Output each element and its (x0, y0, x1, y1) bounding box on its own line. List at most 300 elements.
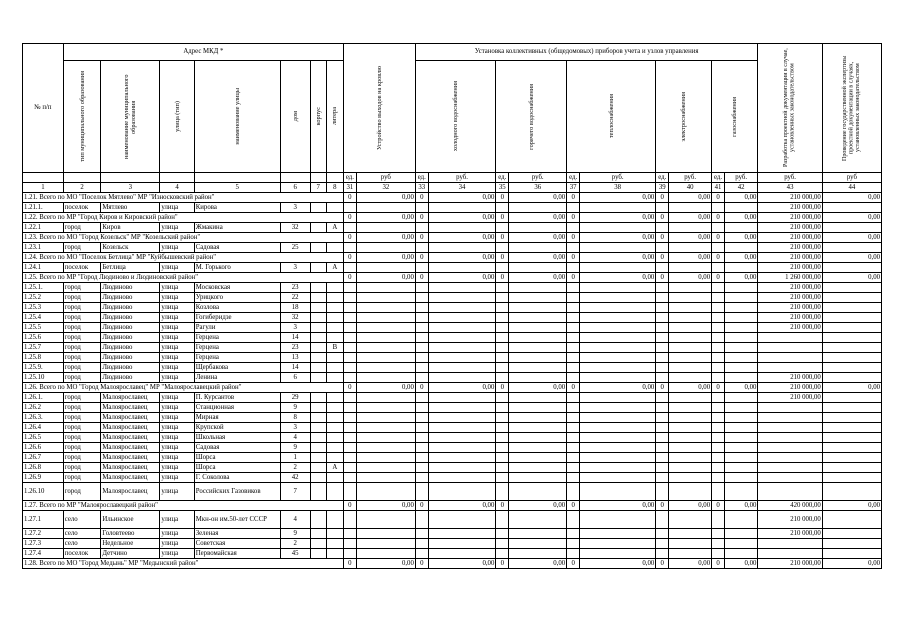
mun-name: Людиново (101, 283, 160, 293)
litera (326, 453, 343, 463)
empty-cell (567, 549, 580, 559)
empty-cell (509, 549, 567, 559)
empty-cell (580, 393, 656, 403)
empty-cell (580, 443, 656, 453)
street-name: Герцена (194, 333, 280, 343)
empty-cell (567, 403, 580, 413)
mun-type: город (63, 463, 101, 473)
row-number: 1.27.4 (23, 549, 64, 559)
empty-cell (415, 303, 428, 313)
design-cost: 210 000,00 (758, 263, 822, 273)
total-value: 0 (343, 559, 356, 569)
empty-cell (343, 483, 356, 501)
house-number: 29 (280, 393, 310, 403)
total-value: 0 (496, 273, 509, 283)
empty-cell (428, 373, 496, 383)
empty-cell (724, 223, 757, 233)
expertise-cost (822, 243, 881, 253)
total-value: 0 (567, 383, 580, 393)
empty-cell (496, 313, 509, 323)
street-name: Садовая (194, 243, 280, 253)
total-value: 0,00 (356, 233, 415, 243)
empty-cell (656, 443, 669, 453)
empty-cell (428, 453, 496, 463)
empty-cell (343, 463, 356, 473)
total-value: 0 (496, 383, 509, 393)
street-type: улица (160, 393, 194, 403)
empty-cell (509, 483, 567, 501)
mun-type: село (63, 511, 101, 529)
design-cost (758, 413, 822, 423)
empty-cell (567, 453, 580, 463)
design-cost: 210 000,00 (758, 223, 822, 233)
empty-cell (428, 473, 496, 483)
empty-cell (656, 511, 669, 529)
empty-cell (567, 323, 580, 333)
table-row (23, 511, 882, 529)
col-number: 4 (160, 183, 194, 193)
empty-cell (356, 483, 415, 501)
total-label: 1.27. Всего по МР "Малоярославецкий район" (23, 501, 344, 511)
street-type: улица (160, 313, 194, 323)
mun-type: город (63, 393, 101, 403)
empty-cell (724, 293, 757, 303)
col-header-design: Разработка проектной документации в случае, установленных законодательством (758, 44, 822, 173)
street-type: улица (160, 373, 194, 383)
total-value: 0 (712, 193, 725, 203)
street-type: улица (160, 283, 194, 293)
design-cost: 210 000,00 (758, 243, 822, 253)
total-value: 0,00 (428, 233, 496, 243)
col-number: 31 (343, 183, 356, 193)
col-number: 1 (23, 183, 64, 193)
design-cost (758, 473, 822, 483)
empty-cell (580, 433, 656, 443)
empty-cell (567, 529, 580, 539)
house-number: 45 (280, 549, 310, 559)
row-number: 1.24.1 (23, 263, 64, 273)
design-cost (758, 423, 822, 433)
expertise-cost (822, 353, 881, 363)
total-value: 0,00 (724, 383, 757, 393)
empty-cell (724, 511, 757, 529)
mun-name: Малоярославец (101, 483, 160, 501)
street-name: Г. Соколова (194, 473, 280, 483)
total-value: 0,00 (669, 383, 712, 393)
total-value: 0 (656, 501, 669, 511)
col-number: 44 (822, 183, 881, 193)
mun-type: город (63, 413, 101, 423)
empty-cell (356, 539, 415, 549)
unit-cell: руб. (580, 173, 656, 183)
column-numbers-row (23, 183, 882, 193)
empty-cell (343, 529, 356, 539)
empty-cell (724, 323, 757, 333)
empty-cell (712, 483, 725, 501)
empty-cell (656, 243, 669, 253)
design-cost: 210 000,00 (758, 373, 822, 383)
unit-cell: руб. (509, 173, 567, 183)
empty-cell (343, 283, 356, 293)
korpus (310, 353, 326, 363)
total-value: 0,00 (428, 193, 496, 203)
total-value: 0,00 (724, 559, 757, 569)
expertise-cost (822, 263, 881, 273)
empty-cell (567, 433, 580, 443)
empty-cell (712, 423, 725, 433)
empty-cell (724, 483, 757, 501)
empty-cell (496, 353, 509, 363)
empty-cell (356, 443, 415, 453)
empty-cell (428, 223, 496, 233)
litera: В (326, 343, 343, 353)
street-type: улица (160, 413, 194, 423)
empty-cell (669, 463, 712, 473)
empty-cell (656, 293, 669, 303)
empty-cell (656, 263, 669, 273)
empty-cell (343, 473, 356, 483)
empty-cell (415, 393, 428, 403)
empty-cell (356, 473, 415, 483)
empty-cell (496, 483, 509, 501)
street-type: улица (160, 453, 194, 463)
total-row (23, 501, 882, 511)
litera: А (326, 263, 343, 273)
col-number: 35 (496, 183, 509, 193)
col-header-korpus: корпус (310, 61, 326, 173)
empty-cell (496, 203, 509, 213)
empty-cell (356, 243, 415, 253)
total-value: 0,00 (724, 273, 757, 283)
empty-cell (496, 463, 509, 473)
unit-cell: руб. (758, 173, 822, 183)
house-number: 3 (280, 423, 310, 433)
table-row (23, 549, 882, 559)
design-cost: 210 000,00 (758, 313, 822, 323)
empty-cell (669, 313, 712, 323)
row-number: 1.21.1. (23, 203, 64, 213)
col-header-meters: Установка коллективных (общедомовых) приборов учета и узлов управления (415, 44, 758, 61)
empty-cell (415, 353, 428, 363)
total-value: 0 (712, 233, 725, 243)
empty-cell (712, 539, 725, 549)
street-type: улица (160, 483, 194, 501)
design-cost (758, 539, 822, 549)
expertise-cost (822, 529, 881, 539)
total-value: 0 (343, 213, 356, 223)
empty-cell (356, 373, 415, 383)
empty-cell (567, 243, 580, 253)
house-number: 32 (280, 223, 310, 233)
empty-cell (356, 393, 415, 403)
empty-cell (567, 413, 580, 423)
empty-cell (669, 363, 712, 373)
mun-name: Недельное (101, 539, 160, 549)
total-value: 0,00 (580, 501, 656, 511)
empty-cell (428, 393, 496, 403)
korpus (310, 313, 326, 323)
korpus (310, 243, 326, 253)
row-number: 1.25.3 (23, 303, 64, 313)
litera (326, 483, 343, 501)
street-name: М. Горького (194, 263, 280, 273)
empty-cell (415, 413, 428, 423)
street-name: П. Курсантов (194, 393, 280, 403)
empty-cell (724, 393, 757, 403)
empty-cell (656, 373, 669, 383)
empty-cell (343, 203, 356, 213)
street-name: Козлова (194, 303, 280, 313)
empty-cell (669, 539, 712, 549)
empty-cell (567, 263, 580, 273)
col-number: 40 (669, 183, 712, 193)
row-number: 1.25.4 (23, 313, 64, 323)
empty-cell (356, 303, 415, 313)
total-value: 0 (343, 383, 356, 393)
empty-cell (415, 313, 428, 323)
total-value: 0 (496, 253, 509, 263)
table-row (23, 363, 882, 373)
empty-cell (356, 203, 415, 213)
empty-cell (496, 511, 509, 529)
empty-cell (415, 373, 428, 383)
total-value: 0,00 (822, 501, 881, 511)
total-value: 0,00 (580, 193, 656, 203)
design-cost: 210 000,00 (758, 393, 822, 403)
empty-cell (356, 549, 415, 559)
total-label: 1.21. Всего по МО "Поселок Мятлево" МР "Износковский район" (23, 193, 344, 203)
total-value: 0,00 (724, 253, 757, 263)
empty-cell (669, 303, 712, 313)
table-row (23, 423, 882, 433)
empty-cell (724, 403, 757, 413)
expertise-cost (822, 403, 881, 413)
empty-cell (415, 283, 428, 293)
row-number: 1.22.1 (23, 223, 64, 233)
empty-cell (343, 343, 356, 353)
total-value: 0,00 (580, 253, 656, 263)
total-value: 0,00 (580, 233, 656, 243)
empty-cell (428, 483, 496, 501)
total-value: 0 (567, 213, 580, 223)
empty-cell (496, 393, 509, 403)
empty-cell (724, 529, 757, 539)
empty-cell (724, 203, 757, 213)
empty-cell (580, 303, 656, 313)
street-name: Крупской (194, 423, 280, 433)
total-value: 0,00 (822, 193, 881, 203)
litera: А (326, 223, 343, 233)
empty-cell (356, 223, 415, 233)
empty-cell (356, 433, 415, 443)
table-row (23, 529, 882, 539)
empty-cell (567, 313, 580, 323)
total-value: 0,00 (356, 273, 415, 283)
empty-cell (509, 223, 567, 233)
mun-name: Малоярославец (101, 403, 160, 413)
empty-cell (656, 313, 669, 323)
korpus (310, 303, 326, 313)
empty-cell (712, 403, 725, 413)
empty-cell (656, 403, 669, 413)
empty-cell (712, 363, 725, 373)
total-value: 0 (567, 501, 580, 511)
street-type: улица (160, 529, 194, 539)
mun-name: Малоярославец (101, 423, 160, 433)
total-row (23, 233, 882, 243)
empty-cell (669, 263, 712, 273)
table-header (23, 44, 882, 193)
total-value: 0 (712, 501, 725, 511)
empty-cell (343, 413, 356, 423)
mun-name: Людиново (101, 323, 160, 333)
total-value: 0,00 (669, 233, 712, 243)
total-value: 0 (415, 383, 428, 393)
total-value: 0,00 (669, 213, 712, 223)
empty-cell (669, 333, 712, 343)
total-label: 1.22. Всего по МР "Город Киров и Кировский район" (23, 213, 344, 223)
empty-cell (724, 243, 757, 253)
litera (326, 373, 343, 383)
mun-name: Козельск (101, 243, 160, 253)
total-value: 0 (712, 383, 725, 393)
korpus (310, 283, 326, 293)
empty-cell (580, 511, 656, 529)
empty-cell (509, 203, 567, 213)
empty-cell (428, 323, 496, 333)
mun-type: город (63, 303, 101, 313)
empty-cell (509, 433, 567, 443)
empty-cell (712, 333, 725, 343)
total-value: 0 (496, 233, 509, 243)
total-value: 0,00 (509, 233, 567, 243)
row-number: 1.23.1 (23, 243, 64, 253)
col-number: 37 (567, 183, 580, 193)
col-number: 42 (724, 183, 757, 193)
empty-cell (428, 263, 496, 273)
empty-cell (428, 413, 496, 423)
table-row (23, 443, 882, 453)
empty-cell (669, 511, 712, 529)
street-type: улица (160, 203, 194, 213)
total-value: 0 (415, 559, 428, 569)
house-number: 23 (280, 343, 310, 353)
empty-cell (712, 263, 725, 273)
mun-name: Малоярославец (101, 433, 160, 443)
total-value: 0 (415, 213, 428, 223)
empty-cell (712, 529, 725, 539)
total-value: 0 (343, 501, 356, 511)
table-row (23, 539, 882, 549)
total-value: 0 (496, 559, 509, 569)
empty-cell (509, 333, 567, 343)
empty-cell (724, 423, 757, 433)
col-number: 3 (101, 183, 160, 193)
empty-cell (356, 353, 415, 363)
col-number: 2 (63, 183, 101, 193)
total-value: 0 (656, 233, 669, 243)
empty-cell (724, 549, 757, 559)
empty-cell (415, 511, 428, 529)
empty-cell (496, 343, 509, 353)
mun-type: поселок (63, 203, 101, 213)
col-number: 8 (326, 183, 343, 193)
empty-cell (496, 373, 509, 383)
mun-name: Бетлица (101, 263, 160, 273)
col-number: 32 (356, 183, 415, 193)
empty-cell (356, 413, 415, 423)
empty-cell (724, 333, 757, 343)
mun-name: Малоярославец (101, 473, 160, 483)
empty-cell (356, 463, 415, 473)
empty-cell (580, 263, 656, 273)
house-number: 23 (280, 283, 310, 293)
litera (326, 473, 343, 483)
street-type: улица (160, 463, 194, 473)
table-row (23, 353, 882, 363)
total-value: 0 (656, 273, 669, 283)
col-header-cold-water: холодного водоснабжения (415, 61, 496, 173)
street-type: улица (160, 243, 194, 253)
empty-cell (415, 223, 428, 233)
row-number: 1.26.4 (23, 423, 64, 433)
table-row (23, 323, 882, 333)
table-row (23, 223, 882, 233)
empty-cell (580, 293, 656, 303)
empty-cell (356, 323, 415, 333)
mun-type: город (63, 373, 101, 383)
total-value: 0 (656, 213, 669, 223)
total-value: 0,00 (356, 193, 415, 203)
empty-cell (712, 323, 725, 333)
report-sheet (22, 43, 882, 569)
empty-cell (428, 243, 496, 253)
design-cost (758, 343, 822, 353)
street-name: Жмакина (194, 223, 280, 233)
col-header-expertise: Проведение государственной экспертизы проектной документации в случаях, установленных законодательством (822, 44, 881, 173)
empty-cell (343, 443, 356, 453)
empty-cell (724, 473, 757, 483)
empty-cell (428, 343, 496, 353)
empty-cell (356, 453, 415, 463)
empty-cell (509, 511, 567, 529)
total-value: 0,00 (428, 213, 496, 223)
empty-cell (656, 363, 669, 373)
row-number: 1.26.3. (23, 413, 64, 423)
house-number: 18 (280, 303, 310, 313)
empty-cell (656, 303, 669, 313)
empty-cell (343, 433, 356, 443)
empty-cell (724, 263, 757, 273)
empty-cell (724, 303, 757, 313)
empty-cell (656, 333, 669, 343)
unit-cell: руб. (669, 173, 712, 183)
empty-cell (656, 343, 669, 353)
street-type: улица (160, 539, 194, 549)
empty-cell (567, 203, 580, 213)
total-value: 0,00 (822, 213, 881, 223)
empty-cell (509, 363, 567, 373)
empty-cell (712, 413, 725, 423)
empty-cell (356, 313, 415, 323)
empty-cell (567, 363, 580, 373)
expertise-cost (822, 433, 881, 443)
litera (326, 333, 343, 343)
expertise-cost (822, 293, 881, 303)
row-number: 1.26.8 (23, 463, 64, 473)
empty-cell (712, 453, 725, 463)
row-number: 1.26.9 (23, 473, 64, 483)
